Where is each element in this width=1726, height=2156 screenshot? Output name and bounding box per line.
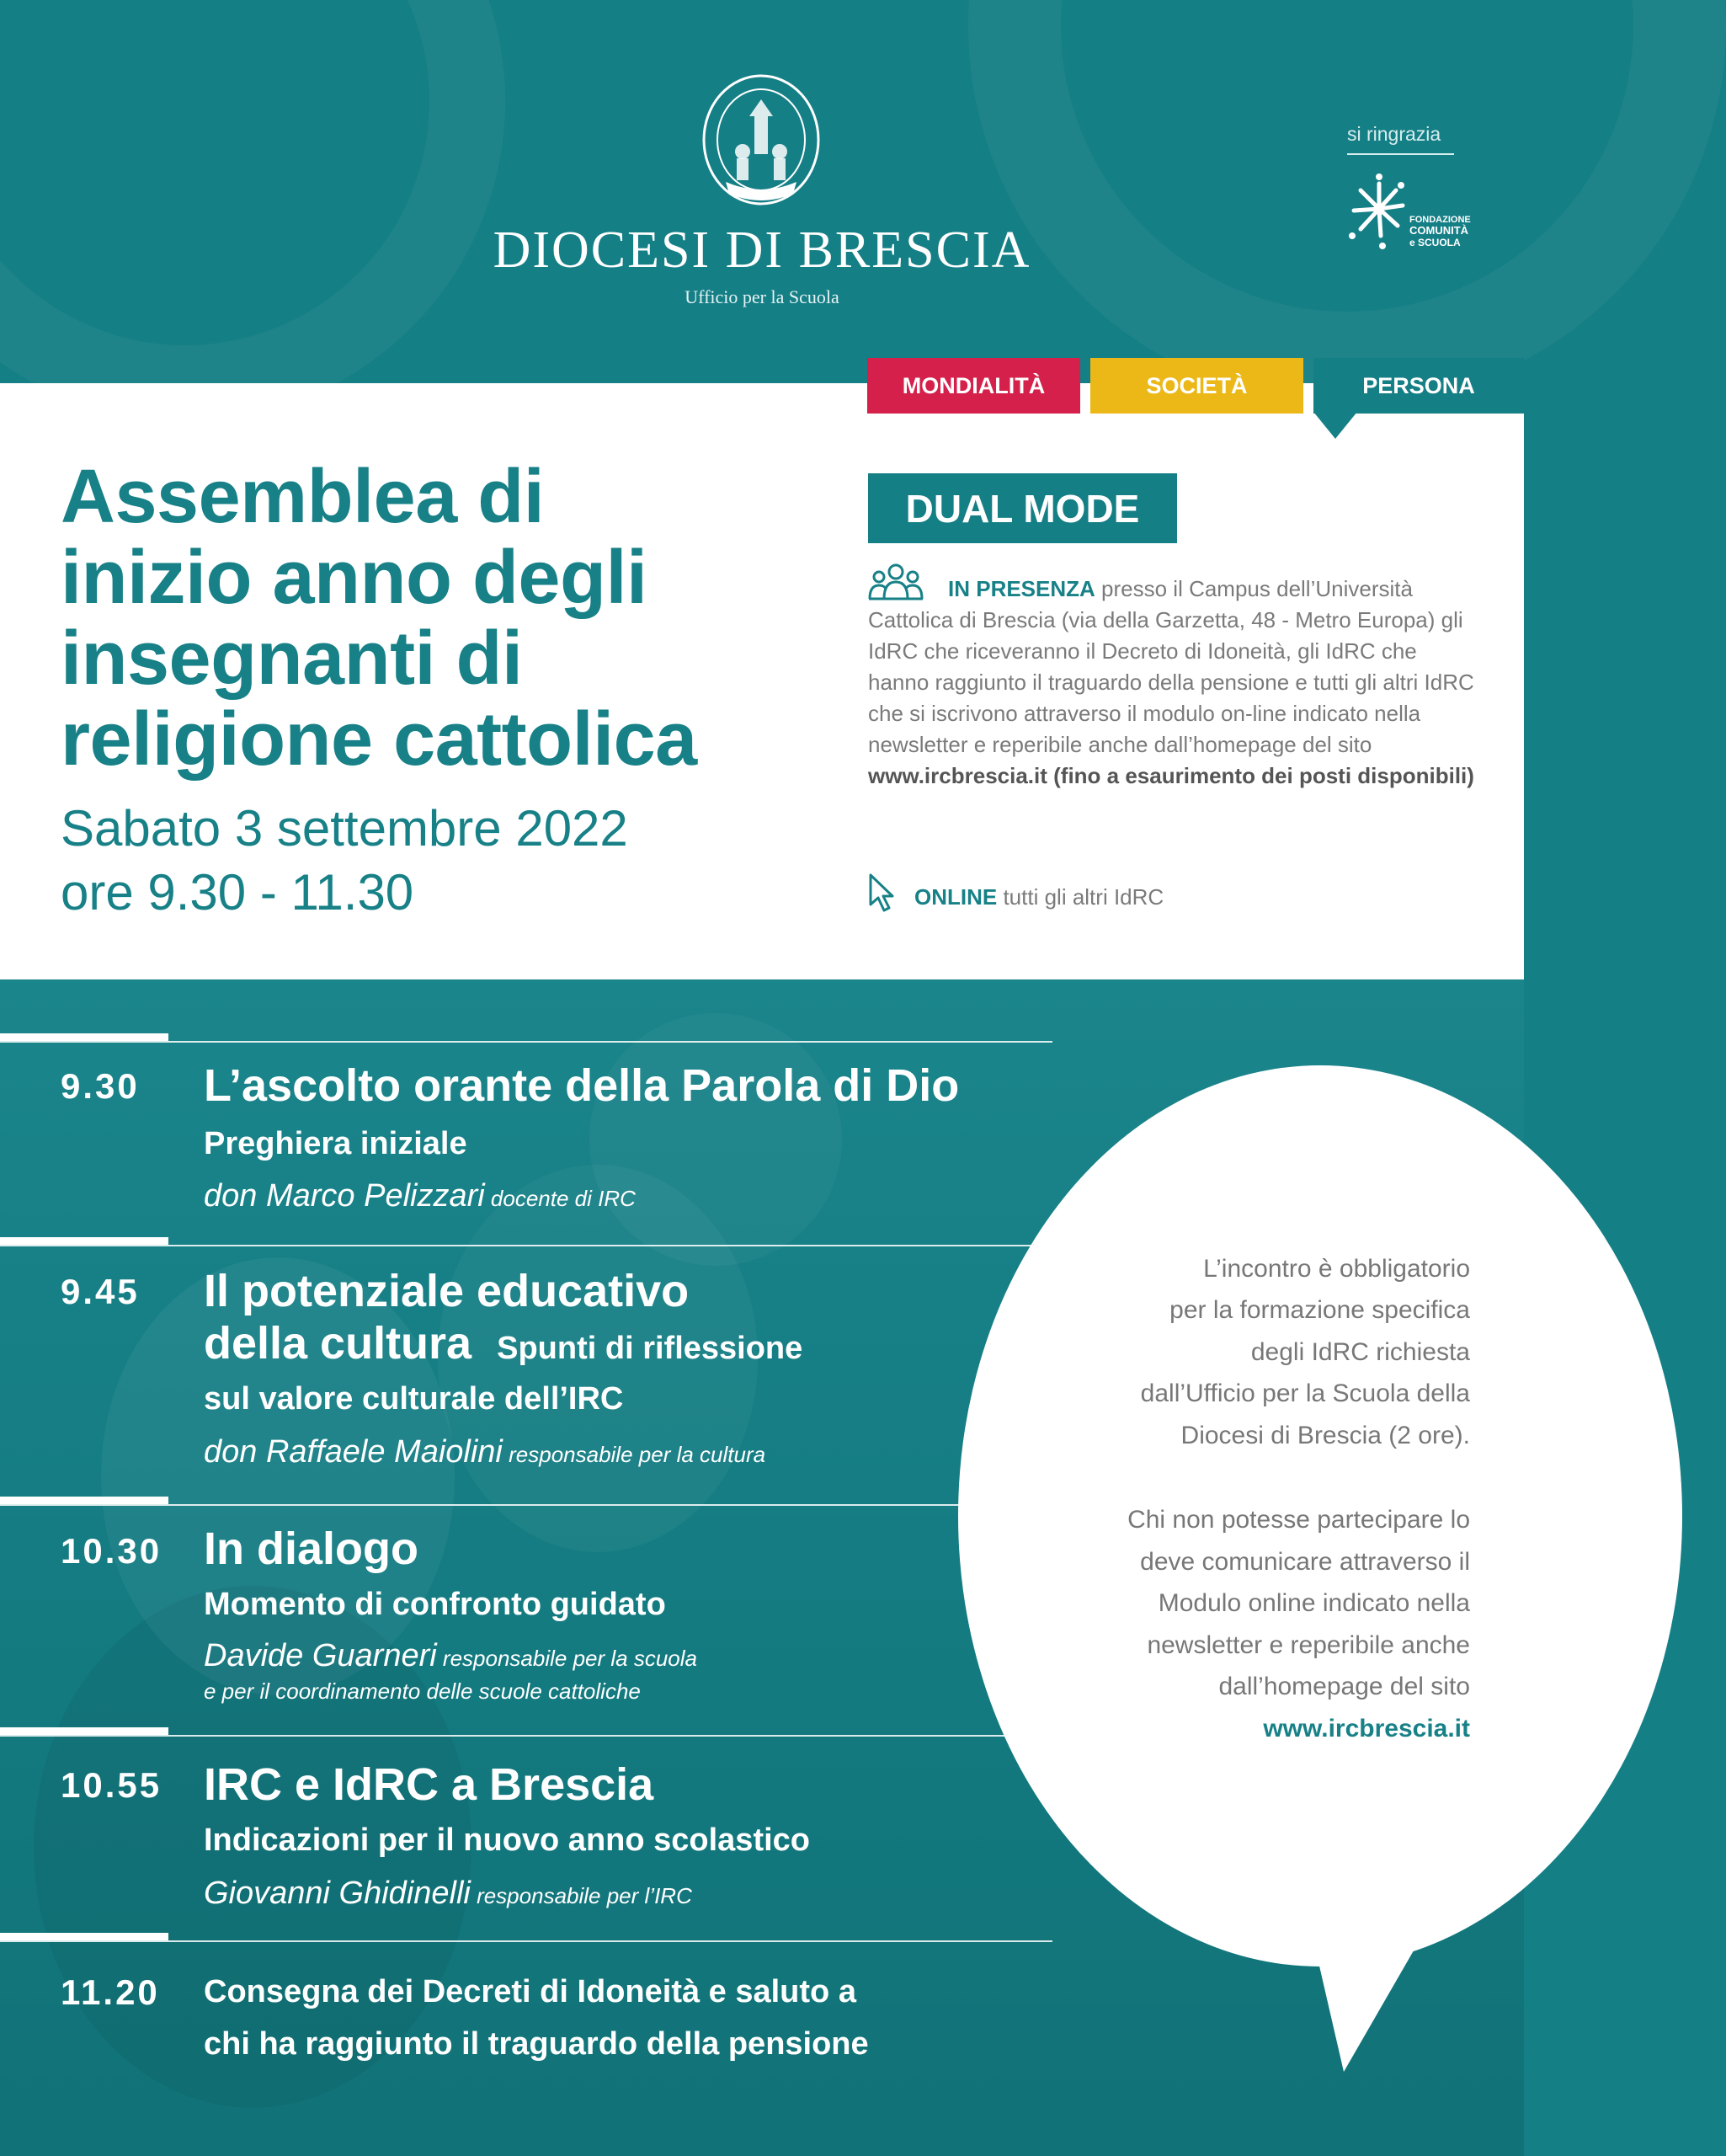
- online-body: tutti gli altri IdRC: [997, 884, 1164, 910]
- divider: [0, 1504, 1052, 1506]
- program-title: Consegna dei Decreti di Idoneità e saluto a: [204, 1974, 856, 2009]
- program-time: 9.30: [61, 1066, 140, 1106]
- speaker-name: don Raffaele Maiolini: [204, 1434, 503, 1470]
- divider-accent: [0, 1237, 168, 1245]
- program-time: 9.45: [61, 1272, 140, 1311]
- divider: [0, 1245, 1052, 1246]
- tab-societa: SOCIETÀ: [1090, 358, 1303, 414]
- title-line: Assemblea di: [61, 455, 545, 539]
- speaker-role: responsabile per la cultura: [502, 1442, 766, 1467]
- speech-bubble-tail: [1293, 1853, 1470, 2072]
- program-subtitle: sul valore culturale dell’IRC: [204, 1381, 624, 1417]
- program-title: L’ascolto orante della Parola di Dio: [204, 1060, 960, 1111]
- program-subtitle: Momento di confronto guidato: [204, 1587, 666, 1622]
- background-photo-shape: [589, 1013, 842, 1266]
- bubble-line: dall’Ufficio per la Scuola della: [1140, 1380, 1470, 1407]
- speaker-name: Davide Guarneri: [204, 1638, 437, 1673]
- program-time: 10.30: [61, 1531, 162, 1571]
- title-line: religione cattolica: [61, 697, 697, 782]
- dual-mode-badge: DUAL MODE: [868, 473, 1177, 543]
- bubble-line: per la formazione specifica: [1169, 1296, 1470, 1324]
- divider-accent: [0, 1727, 168, 1735]
- tab-mondialita: MONDIALITÀ: [867, 358, 1080, 414]
- diocese-subtitle: Ufficio per la Scuola: [685, 286, 839, 307]
- program-subtitle: Spunti di riflessione: [497, 1331, 803, 1366]
- program-speaker: [204, 1637, 697, 1677]
- cursor-icon: [867, 873, 896, 913]
- event-time: ore 9.30 - 11.30: [61, 864, 414, 921]
- program-speaker: [204, 1177, 636, 1217]
- bubble-website-link[interactable]: www.ircbrescia.it: [1263, 1715, 1470, 1742]
- title-line: inizio anno degli: [61, 536, 647, 620]
- program-title: chi ha raggiunto il traguardo della pensione: [204, 2026, 869, 2062]
- bubble-line: dall’homepage del sito: [1218, 1673, 1470, 1700]
- bubble-line: Diocesi di Brescia (2 ore).: [1180, 1422, 1470, 1449]
- sponsor-line: COMUNITÀ: [1409, 224, 1469, 237]
- speaker-role-continued: e per il coordinamento delle scuole cattoliche: [204, 1678, 641, 1704]
- program-subtitle: Preghiera iniziale: [204, 1126, 467, 1161]
- diocese-title: DIOCESI DI BRESCIA: [493, 221, 1031, 279]
- header-banner: [0, 0, 1524, 383]
- sponsor-line: e SCUOLA: [1409, 237, 1461, 248]
- in-presenza-body: presso il Campus dell’Università Cattolica di Brescia (via della Garzetta, 48 - Metro Europa) gli IdRC che riceveranno il Decreto di Idoneità, gli IdRC che hanno raggiunto il traguardo della pensione e tutti gli altri IdRC che si iscrivono attraverso il modulo on-line indicato nella newsletter e reperibile anche dall’homepage del sito: [868, 576, 1474, 757]
- bubble-line: degli IdRC richiesta: [1250, 1338, 1470, 1366]
- program-time: 11.20: [61, 1972, 160, 2012]
- speaker-role: responsabile per la scuola: [436, 1646, 697, 1671]
- in-presenza-label: IN PRESENZA: [948, 576, 1095, 601]
- bubble-line: deve comunicare attraverso il: [1140, 1548, 1470, 1576]
- program-title: IRC e IdRC a Brescia: [204, 1759, 654, 1810]
- program-speaker: [204, 1433, 765, 1473]
- divider: [0, 1041, 1052, 1043]
- program-title: [204, 1317, 802, 1374]
- program-title: Il potenziale educativo: [204, 1266, 690, 1316]
- diocese-seal-logo: [701, 74, 822, 212]
- tab-persona: PERSONA: [1313, 358, 1524, 414]
- divider-accent: [0, 1933, 168, 1940]
- bubble-line: Chi non potesse partecipare lo: [1127, 1506, 1470, 1534]
- program-time: 10.55: [61, 1765, 162, 1805]
- program-title-line: della cultura: [204, 1318, 472, 1369]
- speaker-role: docente di IRC: [484, 1186, 636, 1211]
- title-line: insegnanti di: [61, 616, 523, 701]
- online-text: [914, 882, 1164, 912]
- divider-accent: [0, 1497, 168, 1504]
- sponsor-line: FONDAZIONE: [1409, 215, 1471, 225]
- website-link[interactable]: www.ircbrescia.it: [868, 763, 1047, 788]
- divider: [1347, 153, 1454, 155]
- event-title: [61, 456, 835, 780]
- divider-accent: [0, 1033, 168, 1041]
- bubble-line: newsletter e reperibile anche: [1147, 1631, 1470, 1659]
- program-speaker: [204, 1875, 692, 1914]
- speaker-name: Giovanni Ghidinelli: [204, 1876, 471, 1911]
- online-label: ONLINE: [914, 884, 998, 910]
- bubble-line: Modulo online indicato nella: [1158, 1589, 1470, 1617]
- speaker-name: don Marco Pelizzari: [204, 1178, 485, 1214]
- speaker-role: responsabile per l’IRC: [470, 1883, 692, 1908]
- in-presenza-text: [868, 574, 1474, 792]
- fondazione-sponsor-logo: [1345, 167, 1471, 261]
- background-decoration: [0, 0, 505, 421]
- tab-persona-pointer: [1313, 412, 1357, 439]
- event-date: Sabato 3 settembre 2022: [61, 800, 628, 857]
- program-title: In dialogo: [204, 1524, 418, 1574]
- divider: [0, 1940, 1052, 1942]
- bubble-line: L’incontro è obbligatorio: [1203, 1255, 1470, 1283]
- divider: [0, 1735, 1052, 1737]
- thanks-label: si ringrazia: [1347, 123, 1441, 145]
- availability-note: (fino a esaurimento dei posti disponibili): [1047, 763, 1474, 788]
- program-subtitle: Indicazioni per il nuovo anno scolastico: [204, 1822, 810, 1858]
